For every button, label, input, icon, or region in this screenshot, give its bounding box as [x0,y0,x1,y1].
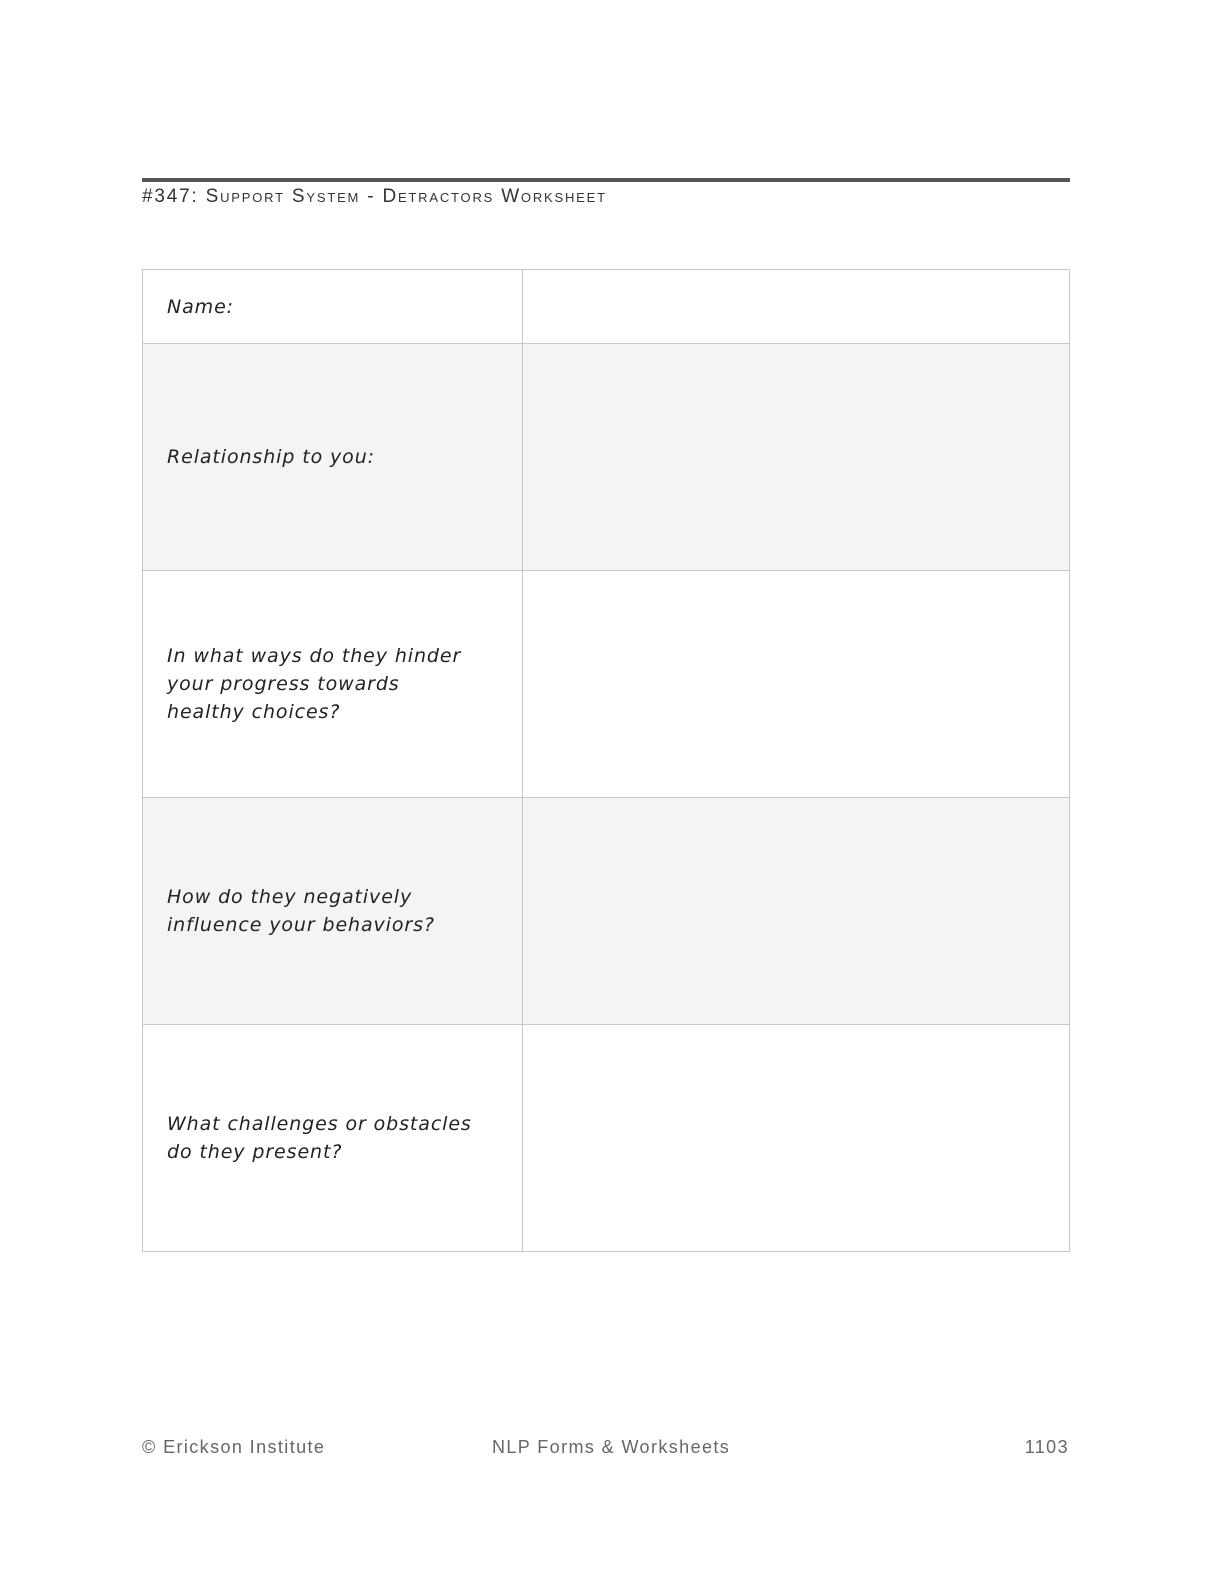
row-label-text: Name: [167,295,234,318]
answer-cell-challenges[interactable] [523,1025,1070,1252]
table-row-relationship [143,344,1070,571]
row-label [143,1025,523,1252]
answer-cell-relationship[interactable] [523,344,1070,571]
row-label [143,571,523,798]
table-row-name [143,270,1070,344]
table-row-hinder [143,571,1070,798]
row-label-text: What challenges or obstacles do they present? [167,1113,472,1163]
footer-publication: NLP Forms & Worksheets [492,1437,731,1457]
row-label [143,270,523,344]
worksheet-table [142,269,1070,1252]
answer-cell-name[interactable] [523,270,1070,344]
page-title: #347: Support System - Detractors Worksheet [142,186,607,207]
footer-copyright: © Erickson Institute [142,1437,326,1457]
footer-page-number: 1103 [1024,1437,1069,1457]
row-label-text: How do they negatively influence your behaviors? [167,886,435,936]
row-label [143,798,523,1025]
answer-cell-hinder[interactable] [523,571,1070,798]
table-row-influence [143,798,1070,1025]
answer-cell-influence[interactable] [523,798,1070,1025]
row-label-text: In what ways do they hinder your progress towards healthy choices? [167,645,462,723]
header-rule [142,178,1070,182]
table-row-challenges [143,1025,1070,1252]
row-label [143,344,523,571]
row-label-text: Relationship to you: [167,446,375,468]
